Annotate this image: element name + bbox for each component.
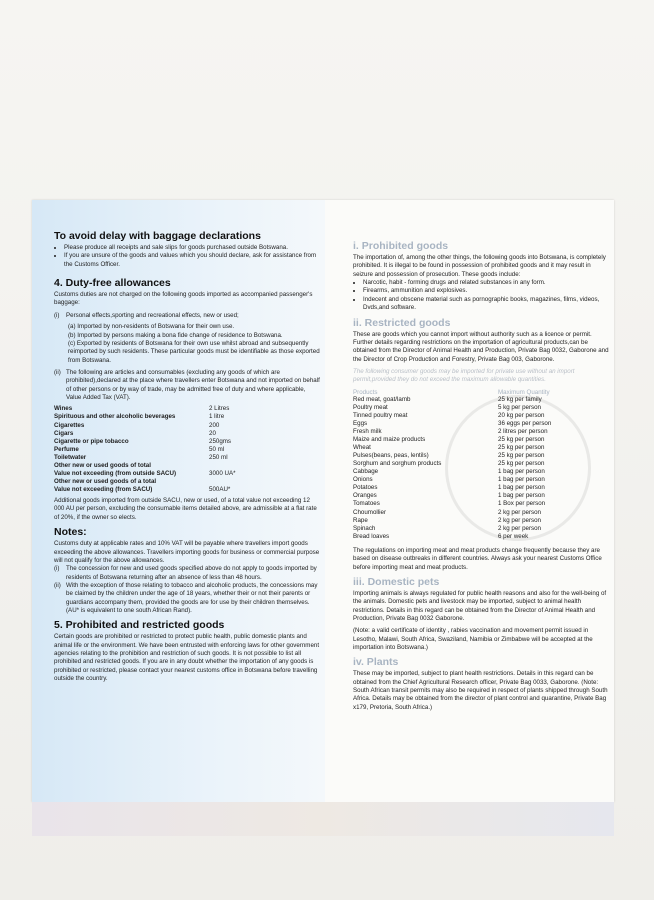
table-row bbox=[353, 420, 593, 428]
table-row bbox=[353, 500, 593, 508]
table-row bbox=[54, 438, 269, 446]
product-name: Rape bbox=[353, 516, 368, 524]
table-row bbox=[54, 422, 269, 430]
duty-free-intro: Customs duties are not charged on the following goods imported as accompanied passenger's baggage: bbox=[54, 291, 313, 307]
notes-intro: Customs duty at applicable rates and 10% VAT will be payable where travellers import goods exceeding the above allowances. Travellers importing goods for business or commercial purpose will not qualify for the above allowances. bbox=[54, 540, 320, 564]
sub-item-b: (b) Imported by persons making a bona fide change of residence to Botswana. bbox=[68, 331, 283, 339]
product-name: Tomatoes bbox=[353, 500, 380, 508]
allowance-name: Cigars bbox=[54, 429, 74, 437]
passport-stamp-strip bbox=[32, 802, 614, 836]
plants-heading: iv. Plants bbox=[353, 656, 399, 669]
allowance-name: Other new or used goods of total bbox=[54, 461, 151, 469]
column-header-quantity: Maximum Quantity bbox=[498, 388, 550, 396]
prohibited-bullet: • Narcotic, habit - forming drugs and related substances in any form. bbox=[363, 279, 609, 287]
product-name: Choumollier bbox=[353, 508, 387, 516]
table-row bbox=[353, 517, 593, 525]
product-quantity: 1 bag per person bbox=[498, 492, 545, 500]
product-name: Pulses(beans, peas, lentils) bbox=[353, 452, 429, 460]
product-name: Sorghum and sorghum products bbox=[353, 460, 442, 468]
product-name: Tinned poultry meat bbox=[353, 411, 408, 419]
prohibited-goods-text: The importation of, among the other things, the following goods into Botswana, is completely prohibited. It is illegal to be found in possession of prohibited goods and it may result in seizure and possession of prosecution. These goods include: bbox=[353, 254, 606, 278]
sub-item-a: (a) Imported by non-residents of Botswana for their own use. bbox=[68, 323, 235, 331]
allowance-value: 250gms bbox=[209, 437, 232, 445]
item-number: (i) bbox=[54, 311, 60, 319]
brochure-spread bbox=[32, 200, 614, 802]
table-row bbox=[353, 412, 593, 420]
left-column bbox=[54, 230, 320, 684]
baggage-declarations-heading: To avoid delay with baggage declarations bbox=[54, 230, 261, 242]
product-name: Cabbage bbox=[353, 468, 379, 476]
allowance-value: 2 Litres bbox=[209, 405, 230, 413]
allowance-value: 20 bbox=[209, 429, 216, 437]
item-number: (ii) bbox=[54, 368, 61, 376]
allowance-value: 50 ml bbox=[209, 445, 225, 453]
product-quantity: 36 eggs per person bbox=[498, 419, 552, 427]
table-row bbox=[353, 492, 593, 500]
product-quantity: 20 kg per person bbox=[498, 411, 545, 419]
domestic-pets-text: Importing animals is always regulated for public health reasons and also for the well-being of the animals. Domestic pets and livestock may be imported, subject to animal health restrictions. Details in this regard can be obtained from the Director of Animal Health and Production, Private Bag 0032 Gaborone. bbox=[353, 589, 607, 622]
table-row bbox=[54, 462, 269, 470]
column-header-products: Products bbox=[353, 388, 378, 396]
table-row bbox=[353, 396, 593, 404]
product-quantity: 25 kg per person bbox=[498, 460, 545, 468]
table-row bbox=[353, 468, 593, 476]
table-row bbox=[54, 405, 269, 413]
product-name: Spinach bbox=[353, 524, 376, 532]
product-quantity: 25 kg per person bbox=[498, 452, 545, 460]
duty-free-heading: 4. Duty-free allowances bbox=[54, 277, 171, 290]
notes-heading: Notes: bbox=[54, 526, 87, 539]
baggage-bullets bbox=[54, 244, 320, 269]
table-row bbox=[353, 525, 593, 533]
product-quantity: 1 bag per person bbox=[498, 468, 545, 476]
product-name: Oranges bbox=[353, 492, 377, 500]
baggage-bullet: • If you are unsure of the goods and values which you should declare, ask for assistance from the Customs Officer. bbox=[64, 252, 320, 269]
product-name: Maize and maize products bbox=[353, 435, 426, 443]
domestic-pets-note: (Note: a valid certificate of identity , rabies vaccination and movement permit issued in Lesotho, Malawi, South Africa, Swaziland, Namibia or Zimbabwe will be accepted at the importation into Botswana.) bbox=[353, 627, 593, 652]
duty-item-i bbox=[54, 312, 320, 320]
allowance-name: Other new or used goods of a total bbox=[54, 477, 157, 485]
product-name: Wheat bbox=[353, 444, 371, 452]
allowance-name: Wines bbox=[54, 405, 73, 413]
prohibited-bullet: • Firearms, ammunition and explosives. bbox=[363, 287, 609, 295]
right-column bbox=[353, 240, 609, 712]
duty-item-ii bbox=[54, 369, 320, 402]
allowance-value: 500AU* bbox=[209, 486, 231, 494]
domestic-pets-heading: iii. Domestic pets bbox=[353, 575, 440, 588]
product-quantity: 25 kg per person bbox=[498, 435, 545, 443]
table-row bbox=[353, 460, 593, 468]
allowance-name: Value not exceeding (from SACU) bbox=[54, 486, 153, 494]
table-row bbox=[54, 430, 269, 438]
table-row bbox=[54, 478, 269, 486]
restricted-goods-heading: ii. Restricted goods bbox=[353, 316, 451, 329]
prohibited-restricted-text: Certain goods are prohibited or restricted to protect public health, public domestic plants and animal life or the environment. We have been entrusted with enforcing laws for other government agencies relating to the prohibition and restriction of such goods. It is not possible to list all prohibited and restricted goods. If you are in any doubt whether the importation of any goods is prohibited or restricted, please contact your nearest customs office in Botswana before travelling outside the country. bbox=[54, 633, 320, 683]
table-row bbox=[353, 452, 593, 460]
baggage-bullet: • Please produce all receipts and sale slips for goods purchased outside Botswana. bbox=[64, 244, 320, 252]
item-text: Personal effects,sporting and recreational effects, new or used; bbox=[66, 311, 239, 319]
allowance-name: Value not exceeding (from outside SACU) bbox=[54, 469, 177, 477]
table-row bbox=[353, 404, 593, 412]
note-item bbox=[54, 565, 320, 582]
table-header-row bbox=[353, 389, 593, 396]
product-name: Onions bbox=[353, 476, 373, 484]
additional-goods-text: Additional goods imported from outside SACU, new or used, of a total value not exceeding 12 000 AU per person, excluding the consumable items detailed above, are admissible at a flat rate of 20%, if the owner so elects. bbox=[54, 497, 317, 521]
product-name: Bread loaves bbox=[353, 532, 390, 540]
table-row bbox=[353, 476, 593, 484]
product-quantity: 2 kg per person bbox=[498, 524, 541, 532]
product-quantity: 1 Box per person bbox=[498, 500, 546, 508]
note-item bbox=[54, 582, 320, 615]
table-row bbox=[54, 486, 269, 494]
plants-text: These may be imported, subject to plant health restrictions. Details in this regard can be obtained from the Chief Agricultural Research officer, Private Bag 0033, Gaborone. (Note: South African transit permits may also be required in respect of plants shipped through South Africa. Details may be obtained from the director of plant control and quarantine, Private Bag x179, Pretoria, South Africa.) bbox=[353, 670, 608, 711]
item-text: The following are articles and consumables (excluding any goods of which are prohibited),declared at the place where travellers enter Botswana and not imported on behalf of other persons or by way of trade, may be admitted free of duty and where applicable, Value Added Tax (VAT). bbox=[66, 368, 320, 402]
table-row bbox=[54, 413, 269, 421]
item-number: (ii) bbox=[54, 581, 61, 589]
meat-regulations-text: The regulations on importing meat and meat products change frequently because they are based on disease outbreaks in different countries. Always ask your nearest Customs Office before importing meat and meat products. bbox=[353, 546, 602, 571]
allowances-table bbox=[54, 405, 269, 494]
product-quantity: 1 bag per person bbox=[498, 476, 545, 484]
allowance-name: Cigarette or pipe tobacco bbox=[54, 437, 129, 445]
table-row bbox=[353, 533, 593, 541]
restricted-goods-text: These are goods which you cannot import without authority such as a licence or permit. Further details regarding restrictions on the importation of agricultural products,can be obtained from the Director of Animal Health and Production, Private Bag 0032, Gaborone and the Director of Crop Production and Forestry, Private Bag 003, Gaborone. bbox=[353, 330, 609, 363]
item-text: With the exception of those relating to tobacco and alcoholic products, the concessions may be claimed by the children under the age of 18 years, whether their or not their parents or guardians accompany them, provided the goods are for use by their children themselves. (AU* is equivalent to one south African Rand). bbox=[66, 581, 318, 615]
prohibited-bullet: • Indecent and obscene material such as pornographic books, magazines, films, videos, Dvds,and software. bbox=[363, 296, 609, 313]
product-name: Red meat, goat/lamb bbox=[353, 395, 411, 403]
item-number: (i) bbox=[54, 565, 60, 573]
left-panel bbox=[32, 200, 325, 802]
products-table bbox=[353, 389, 593, 541]
prohibited-goods-heading: i. Prohibited goods bbox=[353, 240, 449, 252]
table-row bbox=[54, 454, 269, 462]
allowance-value bbox=[209, 478, 269, 486]
item-text: The concession for new and used goods specified above do not apply to goods imported by residents of Botswana returning after an absence of less than 48 hours. bbox=[66, 565, 317, 581]
allowance-name: Spirituous and other alcoholic beverages bbox=[54, 413, 176, 421]
allowance-value: 1 litre bbox=[209, 413, 225, 421]
table-row bbox=[353, 509, 593, 517]
table-row bbox=[353, 444, 593, 452]
product-quantity: 2 litres per person bbox=[498, 427, 548, 435]
product-quantity: 2 kg per person bbox=[498, 508, 541, 516]
prohibited-goods-bullets bbox=[353, 279, 609, 312]
table-row bbox=[54, 470, 269, 478]
right-panel bbox=[325, 200, 614, 802]
product-quantity: 25 kg per person bbox=[498, 444, 545, 452]
product-quantity: 6 per week bbox=[498, 532, 529, 540]
allowance-name: Cigarettes bbox=[54, 421, 85, 429]
allowance-value: 200 bbox=[209, 421, 220, 429]
product-quantity: 25 kg per family bbox=[498, 395, 542, 403]
product-name: Potatoes bbox=[353, 484, 378, 492]
product-name: Poultry meat bbox=[353, 403, 388, 411]
sub-item-c: (c) Exported by residents of Botswana for their own use whilst abroad and subsequently reimported by such residents. These particular goods must be identifiable as those exported from Botswana. bbox=[68, 339, 320, 364]
prohibited-restricted-heading: 5. Prohibited and restricted goods bbox=[54, 619, 225, 632]
allowance-value: 250 ml bbox=[209, 453, 228, 461]
table-row bbox=[353, 428, 593, 436]
table-row bbox=[353, 436, 593, 444]
allowance-name: Toiletwater bbox=[54, 453, 87, 461]
allowance-value: 3000 UA* bbox=[209, 469, 236, 477]
product-quantity: 2 kg per person bbox=[498, 516, 541, 524]
restricted-goods-faded-note: The following consumer goods may be imported for private use without an import permit,provided they do not exceed the maximum allowable quantities. bbox=[353, 367, 575, 384]
table-row bbox=[54, 446, 269, 454]
duty-item-i-sublist bbox=[54, 323, 320, 365]
product-quantity: 1 bag per person bbox=[498, 484, 545, 492]
product-name: Fresh milk bbox=[353, 427, 382, 435]
product-quantity: 5 kg per person bbox=[498, 403, 541, 411]
table-row bbox=[353, 484, 593, 492]
product-name: Eggs bbox=[353, 419, 368, 427]
allowance-value bbox=[209, 462, 269, 470]
allowance-name: Perfume bbox=[54, 445, 79, 453]
